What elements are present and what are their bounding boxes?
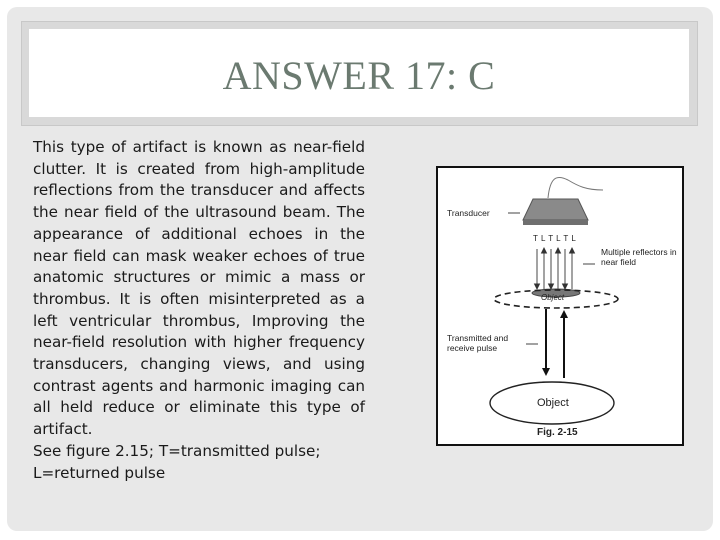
near-object-label: Object — [541, 293, 565, 302]
body-paragraph-figure-note: See figure 2.15; T=transmitted pulse; L=returned pulse — [33, 441, 321, 482]
pulse-sequence-label: T L T L T L — [533, 234, 577, 243]
transmit-receive-arrows-icon — [542, 309, 568, 378]
figure-caption: Fig. 2-15 — [537, 427, 578, 438]
transducer-icon — [523, 199, 588, 225]
figure-2-15 — [436, 166, 684, 446]
near-field-arrows-icon — [535, 248, 575, 289]
far-object-label: Object — [537, 397, 569, 409]
transducer-cable-icon — [548, 177, 603, 198]
body-paragraph-explanation: This type of artifact is known as near-field clutter. It is created from high-amplitude reflections from the transducer and affects the near field of the ultrasound beam. The appearance of additional echoes in the near field can mask weaker echoes of true anatomic structures or mimic a mass or thrombus. It is often misinterpreted as a left ventricular thrombus, Improving the near-field resolution with higher frequency transducers, changing views, and using contrast agents and harmonic imaging can all held reduce or eliminate this type of artifact. — [33, 138, 365, 439]
slide-title: ANSWER 17: C — [222, 52, 496, 98]
transmitted-label: Transmitted and receive pulse — [447, 333, 509, 353]
body-text — [33, 137, 365, 484]
title-box — [29, 29, 689, 117]
transducer-label: Transducer — [447, 208, 490, 218]
reflectors-label: Multiple reflectors in near field — [601, 247, 677, 267]
